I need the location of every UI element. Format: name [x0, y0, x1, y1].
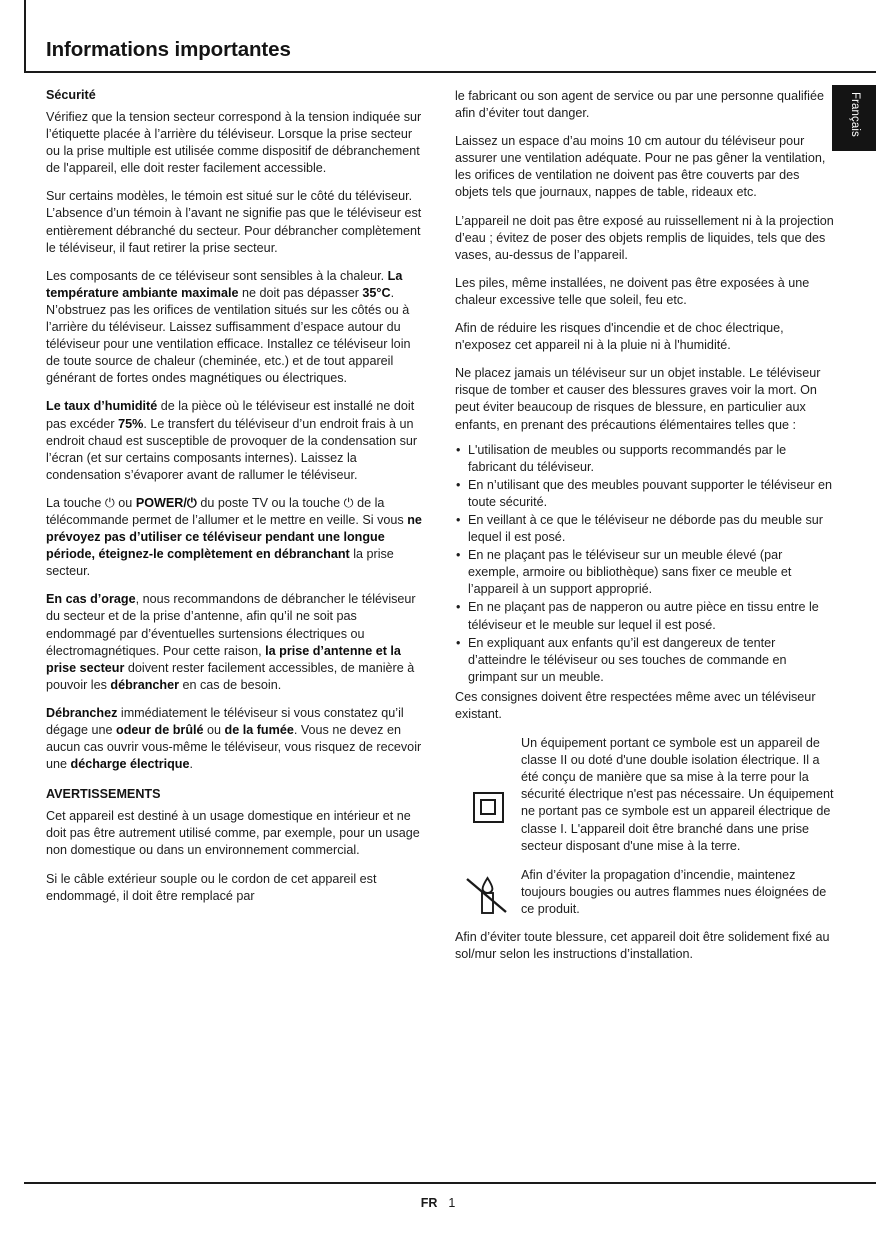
text-run-bold: la prise d’antenne et la prise secteur	[46, 643, 401, 675]
language-tab-label: Français	[849, 92, 861, 137]
power-icon: ⏻	[186, 495, 197, 510]
footer-page-number: 1	[448, 1196, 456, 1210]
text-run: du poste TV ou la touche	[196, 495, 344, 510]
text-run: de la pièce où le téléviseur est installé ne doit pas excéder	[46, 399, 415, 431]
text-run-bold: 35°C	[362, 285, 391, 300]
text-run-bold: ne prévoyez pas d’utiliser ce téléviseur pendant une longue période, éteignez-le complètement en débranchant	[46, 512, 422, 562]
section-heading-avertissements: AVERTISSEMENTS	[46, 787, 161, 802]
footer-divider	[24, 1182, 876, 1184]
text-run: ou	[203, 723, 225, 737]
footer-language-code: FR	[420, 1196, 438, 1210]
text-run-bold: POWER/	[135, 495, 187, 510]
text-run: Les composants de ce téléviseur sont sensibles à la chaleur.	[46, 268, 388, 283]
right-column	[455, 88, 836, 963]
text-run-bold: Le taux d’humidité	[46, 399, 158, 414]
power-icon: ⏻	[104, 495, 115, 510]
text-run: de la télécommande permet de l’allumer et le mettre en veille. Si vous	[46, 495, 408, 527]
text-run-bold: odeur de brûlé	[116, 723, 204, 737]
text-run-bold: Débranchez	[46, 705, 118, 720]
paragraph-temperature	[46, 268, 427, 388]
left-column	[46, 88, 427, 963]
text-run-bold: décharge électrique	[70, 757, 190, 772]
paragraph: Afin d’éviter toute blessure, cet appareil doit être solidement fixé au sol/mur selon les instructions d’installation.	[455, 930, 830, 962]
paragraph-unplug	[46, 705, 427, 773]
paragraph: L’appareil ne doit pas être exposé au ruissellement ni à la projection d’eau ; évitez de poser des objets remplis de liquides, tels que des vases, au-dessus de l’appareil.	[455, 213, 834, 262]
class-ii-symbol-block	[455, 735, 836, 855]
header-divider	[24, 71, 876, 73]
list-item: • En expliquant aux enfants qu’il est dangereux de tenter d’atteindre le téléviseur ou ses touches de commande en grimpant sur un meuble.	[455, 635, 836, 686]
text-run-bold: débrancher	[110, 677, 179, 692]
footer	[0, 1196, 876, 1210]
paragraph-humidity	[46, 398, 427, 483]
text-run: , nous recommandons de débrancher le téléviseur du secteur et de la prise d’antenne, afin qu’il ne soit pas endommagé par d’éventuelles surtensions électriques ou électromagnétiques. Pour cette raison,	[46, 592, 416, 658]
paragraph: Si le câble extérieur souple ou le cordon de cet appareil est endommagé, il doit être remplacé par	[46, 871, 377, 903]
text-run-bold: de la fumée	[224, 723, 294, 737]
page-title: Informations importantes	[46, 38, 291, 61]
paragraph: Cet appareil est destiné à un usage domestique en intérieur et ne doit pas être autrement utilisé comme, par exemple, pour un usage non domestique ou dans un environnement commercial.	[46, 809, 420, 858]
two-column-body	[46, 88, 836, 963]
paragraph: Sur certains modèles, le témoin est situé sur le côté du téléviseur. L’absence d’un témoin à l’avant ne signifie pas que le téléviseur est entièrement débranché du secteur. Pour débrancher complètement le téléviseur, il faut retirer la prise secteur.	[46, 189, 422, 255]
list-item: • En veillant à ce que le téléviseur ne déborde pas du meuble sur lequel il est posé.	[455, 512, 836, 546]
precaution-list	[455, 442, 836, 686]
no-open-flame-text: Afin d’éviter la propagation d’incendie, maintenez toujours bougies ou autres flammes nues éloignées de ce produit.	[521, 867, 827, 916]
paragraph: Afin de réduire les risques d'incendie et de choc électrique, n'exposez cet appareil ni à la pluie ni à l'humidité.	[455, 321, 784, 353]
paragraph: Laissez un espace d’au moins 10 cm autour du téléviseur pour assurer une ventilation adéquate. Pour ne pas gêner la ventilation, les orifices de ventilation ne doivent pas être couverts par des objets tels que journaux, nappes de table, rideaux etc.	[455, 134, 826, 200]
section-heading-securite: Sécurité	[46, 88, 96, 102]
no-open-flame-symbol-block	[455, 867, 836, 918]
paragraph: Vérifiez que la tension secteur correspond à la tension indiquée sur l’étiquette placée à l’arrière du téléviseur. Lorsque la prise secteur ou la prise multiple est utilisée comme dispositif de débranchement de l'appareil, elle doit rester facilement accessible.	[46, 110, 422, 176]
paragraph: Les piles, même installées, ne doivent pas être exposées à une chaleur excessive telle que soleil, feu etc.	[455, 275, 810, 307]
paragraph: le fabricant ou son agent de service ou par une personne qualifiée afin d’éviter tout danger.	[455, 89, 824, 121]
text-run: la prise secteur.	[46, 547, 394, 579]
text-run-bold: La température ambiante maximale	[46, 268, 403, 300]
text-run-bold: En cas d’orage	[46, 592, 136, 607]
class-ii-double-insulation-icon	[473, 792, 504, 823]
list-item: • En ne plaçant pas le téléviseur sur un meuble élevé (par exemple, armoire ou bibliothèque) sans fixer ce meuble et l’appareil à un support approprié.	[455, 547, 836, 598]
class-ii-symbol-text: Un équipement portant ce symbole est un appareil de classe II ou doté d'une double isolation électrique. Il a été conçu de manière que sa mise à la terre pour la sécurité électrique n'est pas nécessaire. Un équipement ne portant pas ce symbole est un appareil électrique de classe I. L'appareil doit être branché dans une prise secteur disposant d'une mise à la terre.	[521, 736, 834, 853]
list-item: • En ne plaçant pas de napperon ou autre pièce en tissu entre le téléviseur et le meuble sur lequel il est posé.	[455, 599, 836, 633]
list-item: • En n’utilisant que des meubles pouvant supporter le téléviseur en toute sécurité.	[455, 477, 836, 511]
paragraph: Ne placez jamais un téléviseur sur un objet instable. Le téléviseur risque de tomber et causer des blessures graves voir la mort. On peut éviter beaucoup de risques de blessure, en particulier aux enfants, en prenant des précautions élémentaires telles que :	[455, 366, 821, 432]
no-candle-icon	[465, 871, 513, 919]
power-icon: ⏻	[343, 495, 354, 510]
text-run: . Vous ne devez en aucun cas ouvrir vous-même le téléviseur, vous risquez de recevoir une	[46, 723, 422, 772]
paragraph: Ces consignes doivent être respectées même avec un téléviseur existant.	[455, 689, 816, 721]
list-item: • L'utilisation de meubles ou supports recommandés par le fabricant du téléviseur.	[455, 442, 836, 476]
language-tab	[832, 85, 876, 151]
text-run: immédiatement le téléviseur si vous constatez qu’il dégage une	[46, 705, 404, 737]
text-run-bold: 75%	[118, 416, 144, 431]
text-run: ne doit pas dépasser	[238, 285, 363, 300]
frame-left-edge	[24, 0, 26, 72]
text-run: . N’obstruez pas les orifices de ventilation situés sur les côtés ou à l’arrière du téléviseur. Laissez suffisamment d’espace autour du téléviseur pour une ventilation efficace. Installez ce téléviseur loin de toute source de chaleur (cheminée, etc.) et de tout appareil générant de fortes ondes magnétiques ou électriques.	[46, 285, 411, 386]
text-run: .	[189, 757, 194, 772]
text-run: . Le transfert du téléviseur d’un endroit frais à un endroit chaud est susceptible de provoquer de la condensation sur l’écran (et sur certains composants internes). Laissez la condensation s’évaporer avant de rallumer le téléviseur.	[46, 416, 418, 482]
text-run: ou	[114, 495, 136, 510]
text-run: La touche	[46, 495, 105, 510]
text-run: doivent rester facilement accessibles, de manière à pouvoir les	[46, 660, 415, 692]
paragraph-power-button	[46, 495, 427, 580]
text-run: en cas de besoin.	[179, 677, 282, 692]
paragraph-storm	[46, 591, 427, 694]
